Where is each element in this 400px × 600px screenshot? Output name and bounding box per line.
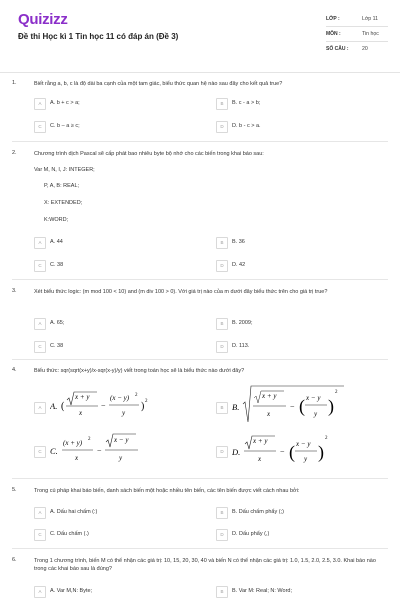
code-line: P, A, B: REAL;	[44, 183, 80, 189]
question-number: 4.	[12, 367, 17, 373]
option-letter-a[interactable]: A	[34, 237, 46, 249]
socau-value: 20	[362, 46, 368, 52]
svg-text:y: y	[122, 409, 126, 417]
lop-label: LỚP :	[326, 16, 340, 22]
option-b-text[interactable]: B. c - a > b;	[232, 100, 261, 106]
option-c-text[interactable]: C. 38	[50, 262, 64, 268]
svg-text:x − y: x − y	[296, 440, 311, 448]
option-letter-b[interactable]: B	[216, 237, 228, 249]
question-number: 5.	[12, 487, 17, 493]
option-b-text[interactable]: B. Dấu chấm phẩy (;)	[232, 509, 284, 515]
formula-option-a[interactable]	[50, 388, 190, 422]
svg-text:y: y	[119, 454, 123, 462]
option-d-text[interactable]: D. 113.	[232, 343, 250, 349]
svg-text:C.: C.	[50, 446, 58, 456]
question-text: Biểu thức: sqr(sqrt(x+y)/x-sqr(x-y)/y) viết trong toán học sẽ là biểu thức nào dưới đây?	[34, 368, 245, 374]
svg-text:2: 2	[325, 436, 328, 441]
question-text: Biết rằng a, b, c là độ dài ba cạnh của một tam giác, biểu thức quan hệ nào sau đây cho kết quả true?	[34, 81, 283, 87]
svg-text:2: 2	[88, 437, 91, 442]
svg-text:y: y	[304, 455, 308, 463]
option-letter-a[interactable]: A	[34, 402, 46, 414]
meta-divider	[326, 41, 388, 42]
svg-text:x + y: x + y	[75, 393, 90, 401]
question-text: Xét biểu thức logic: (m mod 100 < 10) and (m div 100 > 0). Với giá trị nào của m dưới đây biểu thức trên cho giá trị true?	[34, 289, 328, 295]
option-d-text[interactable]: D. b - c > a.	[232, 123, 261, 129]
svg-text:(: (	[299, 396, 305, 416]
quizizz-logo: Quizizz	[18, 11, 68, 28]
option-letter-a[interactable]: A	[34, 318, 46, 330]
option-b-text[interactable]: B. Var M: Real; N: Word;	[232, 588, 293, 594]
svg-text:−: −	[97, 446, 102, 455]
option-letter-a[interactable]: A	[34, 586, 46, 598]
option-a-text[interactable]: A. Var M,N: Byte;	[50, 588, 93, 594]
svg-text:): )	[328, 396, 334, 416]
lop-value: Lớp 11	[362, 16, 378, 22]
option-letter-d[interactable]: D	[216, 260, 228, 272]
option-a-text[interactable]: A. Dấu hai chấm (:)	[50, 509, 98, 515]
svg-text:(: (	[289, 442, 295, 462]
question-number: 2.	[12, 150, 17, 156]
svg-text:x − y: x − y	[114, 436, 129, 444]
option-a-text[interactable]: A. 44	[50, 239, 63, 245]
worksheet-header	[0, 0, 400, 73]
socau-label: SỐ CÂU :	[326, 46, 349, 52]
option-c-text[interactable]: C. Dấu chấm (.)	[50, 531, 89, 537]
svg-text:2: 2	[135, 393, 138, 398]
option-a-text[interactable]: A. 65;	[50, 320, 65, 326]
formula-option-c[interactable]	[50, 432, 190, 468]
option-letter-c[interactable]: C	[34, 121, 46, 133]
option-letter-b[interactable]: B	[216, 402, 228, 414]
question-text: Trong cú pháp khai báo biến, danh sách biến một hoặc nhiều tên biến, các tên biến được viết cách nhau bởi:	[34, 488, 300, 494]
svg-text:x: x	[267, 410, 271, 418]
code-line: Var M, N, I, J: INTEGER;	[34, 167, 95, 173]
svg-text:): )	[141, 401, 145, 412]
svg-text:−: −	[101, 401, 106, 410]
question-divider	[12, 279, 388, 280]
svg-text:x: x	[79, 409, 83, 417]
svg-text:x − y: x − y	[306, 394, 321, 402]
option-c-text[interactable]: C. 38	[50, 343, 64, 349]
question-number: 1.	[12, 80, 17, 86]
svg-text:−: −	[290, 402, 295, 411]
svg-text:(x − y): (x − y)	[110, 394, 130, 402]
option-letter-d[interactable]: D	[216, 121, 228, 133]
code-line: X: EXTENDED;	[44, 200, 83, 206]
svg-text:D.: D.	[232, 447, 241, 457]
formula-label: A.	[50, 401, 58, 411]
option-letter-d[interactable]: D	[216, 446, 228, 458]
svg-text:x + y: x + y	[262, 392, 277, 400]
question-number: 3.	[12, 288, 17, 294]
svg-text:−: −	[280, 447, 285, 456]
formula-option-d[interactable]	[232, 430, 382, 470]
svg-text:B.: B.	[232, 402, 240, 412]
option-letter-b[interactable]: B	[216, 586, 228, 598]
option-a-text[interactable]: A. b + c > a;	[50, 100, 80, 106]
option-letter-c[interactable]: C	[34, 260, 46, 272]
option-letter-c[interactable]: C	[34, 341, 46, 353]
question-text: Chương trình dịch Pascal sẽ cấp phát bao nhiêu byte bộ nhớ cho các biến trong khai báo sau:	[34, 151, 264, 157]
code-line: K:WORD;	[44, 217, 69, 223]
option-d-text[interactable]: D. Dấu phẩy (,)	[232, 531, 270, 537]
option-letter-c[interactable]: C	[34, 446, 46, 458]
svg-text:(x + y): (x + y)	[63, 439, 83, 447]
option-letter-b[interactable]: B	[216, 507, 228, 519]
svg-text:): )	[318, 442, 324, 462]
svg-text:x: x	[258, 455, 262, 463]
mon-label: MÔN :	[326, 31, 341, 37]
option-d-text[interactable]: D. 42	[232, 262, 246, 268]
svg-text:x + y: x + y	[253, 437, 268, 445]
worksheet-title: Đề thi Học kì 1 Tin học 11 có đáp án (Đề 3)	[18, 32, 179, 41]
svg-text:y: y	[314, 410, 318, 418]
question-divider	[12, 478, 388, 479]
option-c-text[interactable]: C. b – a ≥ c;	[50, 123, 80, 129]
question-text: Trong 1 chương trình, biến M có thể nhận các giá trị: 10, 15, 20, 30, 40 và biến N có thể nhận các giá trị: 1.0, 1.5, 2.0, 2.5, 3.0. Khai báo nào trong các khai báo sau là đúng?	[34, 558, 376, 572]
svg-text:2: 2	[145, 399, 148, 404]
option-letter-a[interactable]: A	[34, 507, 46, 519]
svg-text:2: 2	[335, 390, 338, 395]
question-divider	[12, 359, 388, 360]
option-letter-d[interactable]: D	[216, 529, 228, 541]
option-b-text[interactable]: B. 36	[232, 239, 245, 245]
svg-text:x: x	[75, 454, 79, 462]
mon-value: Tin học	[362, 31, 379, 37]
option-letter-d[interactable]: D	[216, 341, 228, 353]
question-divider	[12, 548, 388, 549]
option-letter-b[interactable]: B	[216, 98, 228, 110]
option-letter-b[interactable]: B	[216, 318, 228, 330]
option-letter-a[interactable]: A	[34, 98, 46, 110]
question-divider	[12, 141, 388, 142]
question-number: 6.	[12, 557, 17, 563]
meta-divider	[326, 26, 388, 27]
formula-option-b[interactable]	[232, 382, 382, 426]
option-letter-c[interactable]: C	[34, 529, 46, 541]
option-b-text[interactable]: B. 2009;	[232, 320, 253, 326]
svg-text:(: (	[61, 401, 65, 412]
